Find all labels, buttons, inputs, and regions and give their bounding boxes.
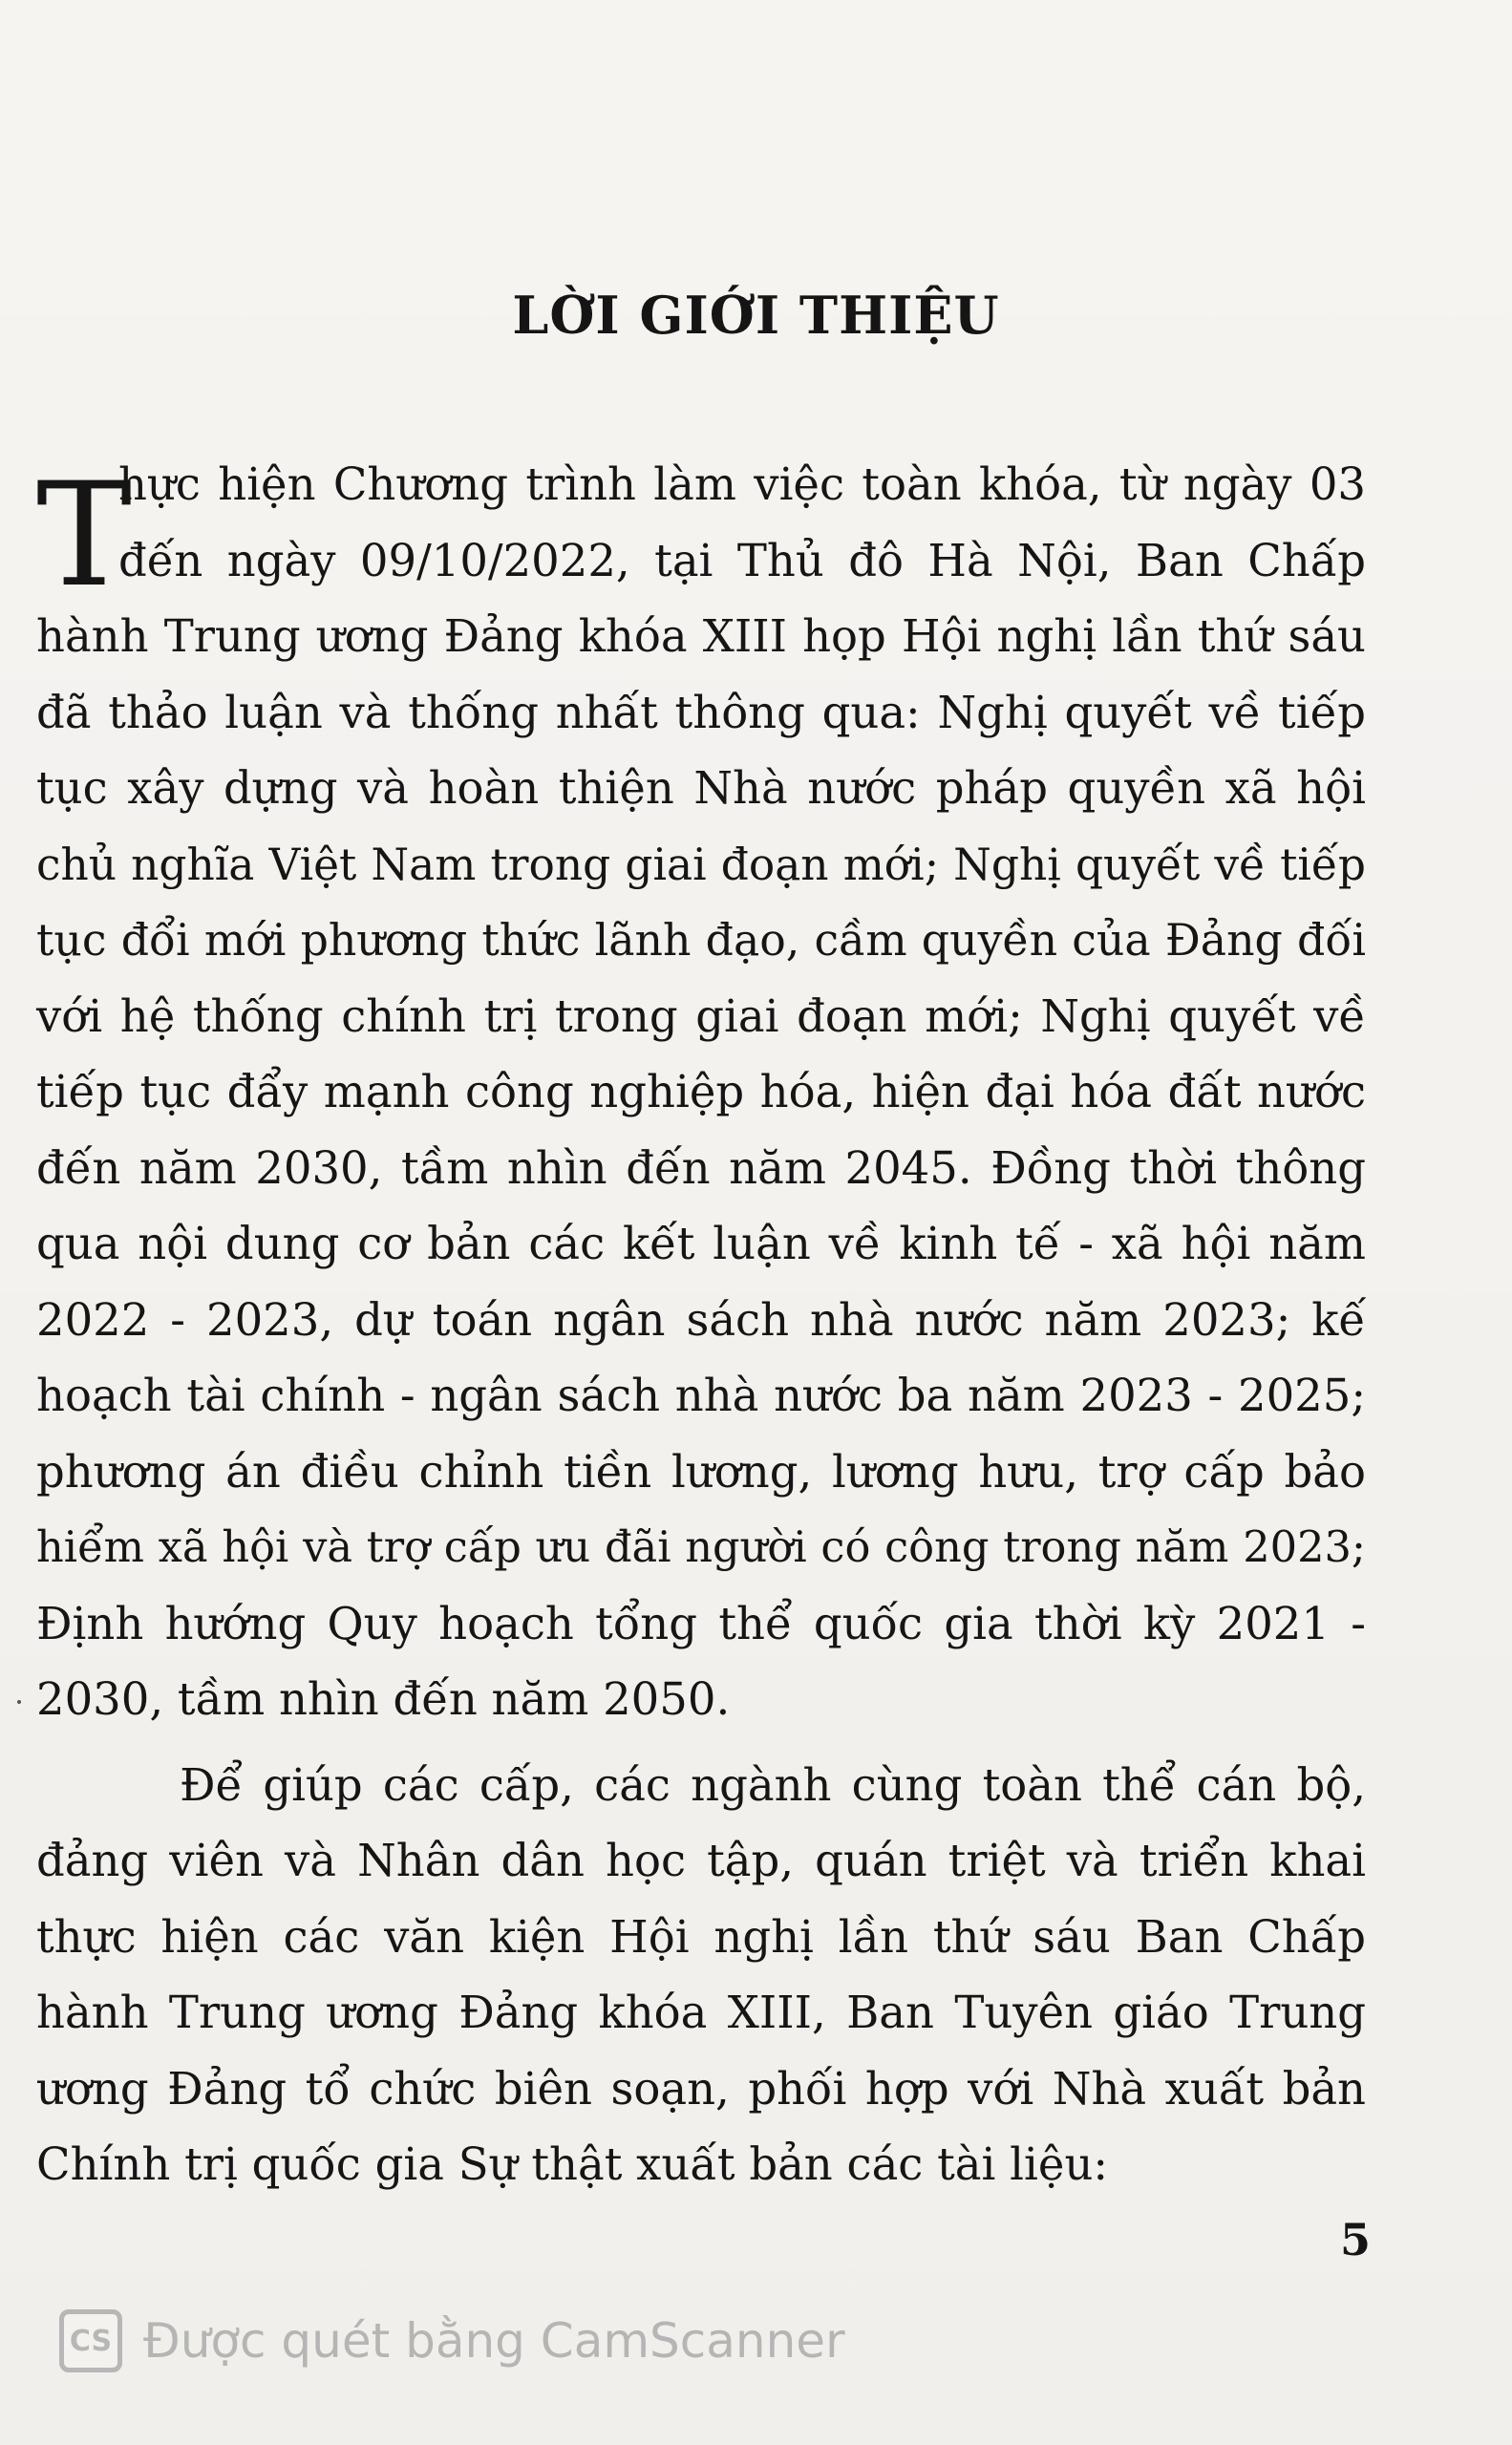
show-through-text <box>38 96 1395 168</box>
text-line: thực hiện các văn kiện Hội nghị lần thứ sáu Ban Chấp <box>36 1910 1366 1963</box>
text-line: với hệ thống chính trị trong giai đoạn mới; Nghị quyết về <box>36 989 1366 1042</box>
text-line: đến ngày 09/10/2022, tại Thủ đô Hà Nội, Ban Chấp <box>118 534 1366 586</box>
text-line: hiểm xã hội và trợ cấp ưu đãi người có công trong năm 2023; <box>36 1522 1366 1572</box>
text-line: hành Trung ương Đảng khóa XIII họp Hội nghị lần thứ sáu <box>36 610 1366 662</box>
drop-cap: T <box>36 453 133 619</box>
text-line: hực hiện Chương trình làm việc toàn khóa, từ ngày 03 <box>118 458 1366 510</box>
text-line: 2022 - 2023, dự toán ngân sách nhà nước năm 2023; kế <box>36 1293 1366 1346</box>
text-line: chủ nghĩa Việt Nam trong giai đoạn mới; Nghị quyết về tiếp <box>36 839 1366 890</box>
text-line: phương án điều chỉnh tiền lương, lương hưu, trợ cấp bảo <box>36 1445 1366 1498</box>
camscanner-watermark <box>59 2309 845 2372</box>
body-text <box>36 447 1366 2203</box>
text-line: ương Đảng tổ chức biên soạn, phối hợp với Nhà xuất bản <box>36 2062 1366 2115</box>
scan-speck <box>17 1700 21 1704</box>
camscanner-logo-icon: CS <box>59 2309 122 2372</box>
text-line: qua nội dung cơ bản các kết luận về kinh tế - xã hội năm <box>36 1218 1366 1269</box>
text-line: tiếp tục đẩy mạnh công nghiệp hóa, hiện đại hóa đất nước <box>36 1066 1366 1117</box>
text-line: đã thảo luận và thống nhất thông qua: Nghị quyết về tiếp <box>36 686 1366 738</box>
paragraph-2 <box>36 1748 1366 2203</box>
paragraph-1 <box>36 447 1366 1738</box>
watermark-text: Được quét bằng CamScanner <box>143 2313 845 2369</box>
text-line: tục xây dựng và hoàn thiện Nhà nước pháp quyền xã hội <box>36 762 1366 814</box>
text-line: hoạch tài chính - ngân sách nhà nước ba năm 2023 - 2025; <box>36 1370 1366 1421</box>
page-number: 5 <box>1339 2214 1371 2265</box>
text-line: Định hướng Quy hoạch tổng thể quốc gia thời kỳ 2021 - <box>36 1597 1366 1649</box>
text-line: đến năm 2030, tầm nhìn đến năm 2045. Đồng thời thông <box>36 1141 1366 1194</box>
text-line: Chính trị quốc gia Sự thật xuất bản các tài liệu: <box>36 2138 1109 2190</box>
text-line: đảng viên và Nhân dân học tập, quán triệt và triển khai <box>36 1835 1366 1886</box>
text-line: hành Trung ương Đảng khóa XIII, Ban Tuyên giáo Trung <box>36 1987 1366 2038</box>
page-title: LỜI GIỚI THIỆU <box>512 285 1000 346</box>
text-line: 2030, tầm nhìn đến năm 2050. <box>36 1673 731 1725</box>
text-line: Để giúp các cấp, các ngành cùng toàn thể cán bộ, <box>180 1758 1366 1811</box>
text-line: tục đổi mới phương thức lãnh đạo, cầm quyền của Đảng đối <box>36 915 1366 966</box>
